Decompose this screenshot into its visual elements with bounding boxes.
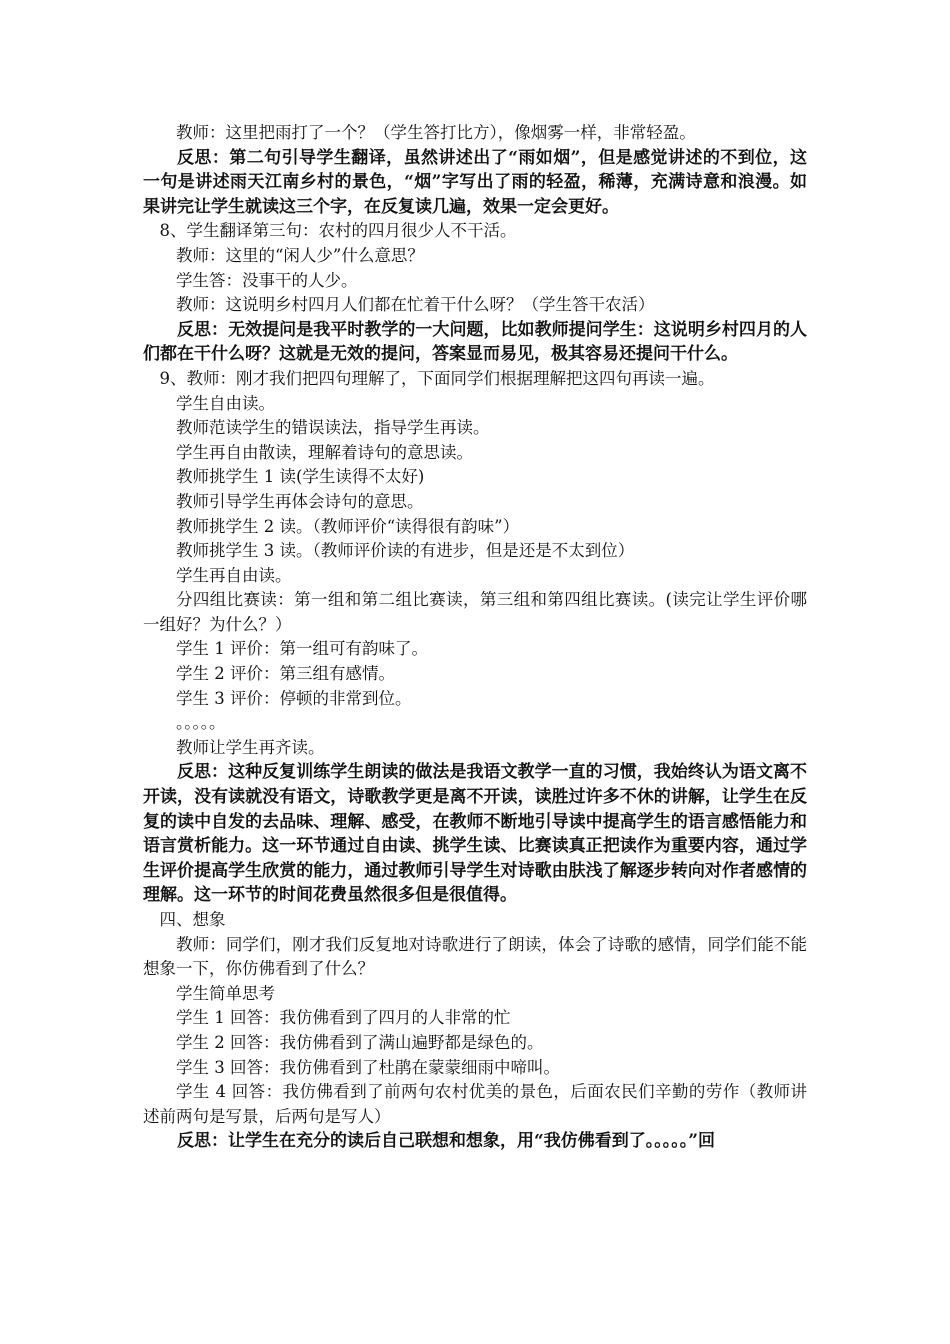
text-paragraph: 教师：这里把雨打了一个？（学生答打比方），像烟雾一样，非常轻盈。 bbox=[176, 123, 696, 142]
text-paragraph: 分四组比赛读：第一组和第二组比赛读，第三组和第四组比赛读。(读完让学生评价哪一组好？为什么？） bbox=[143, 590, 807, 634]
text-paragraph: 学生 3 回答：我仿佛看到了杜鹃在蒙蒙细雨中啼叫。 bbox=[176, 1057, 560, 1077]
text-paragraph: 9、教师：刚才我们把四句理解了，下面同学们根据理解把这四句再读一遍。 bbox=[159, 368, 715, 388]
text-paragraph: 学生 3 评价：停顿的非常到位。 bbox=[176, 688, 412, 708]
text-paragraph: 教师引导学生再体会诗句的意思。 bbox=[176, 491, 424, 511]
text-paragraph: 教师挑学生 3 读。（教师评价读的有进步，但是还是不太到位） bbox=[176, 541, 635, 561]
reflection-paragraph: 反思：这种反复训练学生朗读的做法是我语文教学一直的习惯，我始终认为语文离不开读，没有读就没有语文，诗歌教学更是离不开读，读胜过许多不休的讲解，让学生在反复的读中自发的去品味、理解、感受，在教师不断地引导读中提高学生的语言感悟能力和语言赏析能力。这一环节通过自由读、挑学生读、比赛读真正把读作为重要内容，通过学生评价提高学生欣赏的能力，通过教师引导学生对诗歌由肤浅了解逐步转向对作者感情的理解。这一环节的时间花费虽然很多但是很值得。 bbox=[143, 762, 807, 906]
text-paragraph: 四、想象 bbox=[159, 910, 226, 929]
text-paragraph: 教师挑学生 2 读。（教师评价“读得很有韵味”） bbox=[176, 516, 520, 536]
reflection-paragraph: 反思：无效提问是我平时教学的一大问题，比如教师提问学生：这说明乡村四月的人们都在干什么呀？这就是无效的提问，答案显而易见，极其容易还提问干什么。 bbox=[143, 319, 807, 365]
text-paragraph: 教师挑学生 1 读(学生读得不太好) bbox=[176, 467, 425, 487]
reflection-paragraph: 反思：第二句引导学生翻译，虽然讲述出了“雨如烟”，但是感觉讲述的不到位，这一句是讲述雨天江南乡村的景色，“烟”字写出了雨的轻盈，稀薄，充满诗意和浪漫。如果讲完让学生就读这三个字，在反复读几遍，效果一定会更好。 bbox=[143, 147, 807, 217]
text-paragraph: 教师：这里的“闲人少”什么意思？ bbox=[176, 245, 424, 265]
text-paragraph: 学生再自由读。 bbox=[176, 565, 292, 585]
text-paragraph: 学生 2 评价：第三组有感情。 bbox=[176, 664, 395, 684]
text-paragraph: 学生 1 回答：我仿佛看到了四月的人非常的忙 bbox=[176, 1008, 511, 1028]
text-paragraph: 。。。。。 bbox=[176, 713, 226, 733]
text-paragraph: 学生自由读。 bbox=[176, 393, 275, 413]
text-paragraph: 教师：同学们，刚才我们反复地对诗歌进行了朗读，体会了诗歌的感情，同学们能不能想象一下，你仿佛看到了什么？ bbox=[143, 934, 807, 979]
reflection-paragraph: 反思：让学生在充分的读后自己联想和想象，用“我仿佛看到了。。。。。”回 bbox=[177, 1131, 716, 1152]
text-paragraph: 学生 1 评价：第一组可有韵味了。 bbox=[176, 639, 428, 659]
text-paragraph: 8、学生翻译第三句：农村的四月很少人不干活。 bbox=[159, 221, 517, 241]
text-paragraph: 教师范读学生的错误读法，指导学生再读。 bbox=[176, 418, 490, 438]
document-body bbox=[143, 121, 807, 1154]
text-paragraph: 教师：这说明乡村四月人们都在忙着干什么呀？（学生答干农活） bbox=[176, 295, 655, 315]
text-paragraph: 学生再自由散读，理解着诗句的意思读。 bbox=[176, 442, 473, 462]
text-paragraph: 学生简单思考 bbox=[176, 983, 275, 1003]
text-paragraph: 学生 2 回答：我仿佛看到了满山遍野都是绿色的。 bbox=[176, 1032, 544, 1052]
text-paragraph: 学生答：没事干的人少。 bbox=[176, 270, 358, 290]
text-paragraph: 教师让学生再齐读。 bbox=[176, 737, 325, 757]
text-paragraph: 学生 4 回答：我仿佛看到了前两句农村优美的景色，后面农民们辛勤的劳作（教师讲述前两句是写景，后两句是写人） bbox=[143, 1082, 807, 1126]
